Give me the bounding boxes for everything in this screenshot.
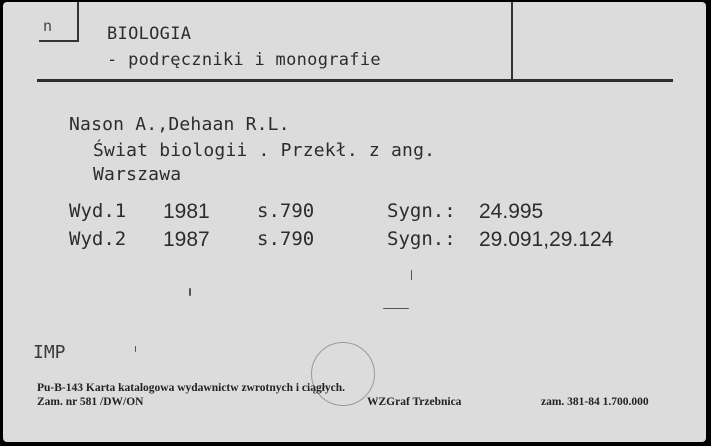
header-rule: [37, 79, 673, 82]
catalog-card: [3, 2, 706, 442]
footer-form-line: Pu-B-143 Karta katalogowa wydawnictw zwrotnych i ciągłych.: [37, 382, 346, 394]
box-label: n: [43, 17, 53, 35]
footer-order-left: Zam. nr 581 /DW/ON: [37, 396, 144, 408]
paper-speck: [383, 308, 409, 309]
edition-1-sygn-label: Sygn.:: [387, 200, 456, 222]
subject-heading: BIOLOGIA: [107, 24, 192, 44]
imp-stamp: IMP: [33, 342, 66, 363]
edition-2-label: Wyd.2: [69, 228, 127, 250]
header-divider-right: [511, 2, 513, 80]
edition-1-pages: s.790: [257, 200, 315, 222]
edition-2-pages: s.790: [257, 228, 315, 250]
edition-1-label: Wyd.1: [69, 200, 127, 222]
footer-printer: WZGraf Trzebnica: [367, 396, 462, 408]
punch-hole: [311, 342, 375, 406]
paper-speck: [411, 270, 412, 280]
edition-2-sygn-label: Sygn.:: [387, 228, 456, 250]
header-divider-left: [77, 2, 79, 38]
entry-title: Świat biologii . Przekł. z ang.: [93, 140, 436, 161]
edition-2-sygn: 29.091,29.124: [479, 228, 614, 251]
edition-1-sygn: 24.995: [479, 200, 544, 223]
edition-1-year: 1981: [163, 200, 210, 223]
entry-place: Warszawa: [93, 164, 182, 185]
footer-order-right: zam. 381-84 1.700.000: [541, 396, 649, 408]
entry-authors: Nason A.,Dehaan R.L.: [69, 114, 290, 135]
paper-speck: [189, 288, 191, 296]
paper-speck: [135, 346, 136, 352]
corner-box: [39, 16, 79, 42]
edition-2-year: 1987: [163, 228, 210, 251]
subject-subheading: - podręczniki i monografie: [107, 50, 381, 70]
